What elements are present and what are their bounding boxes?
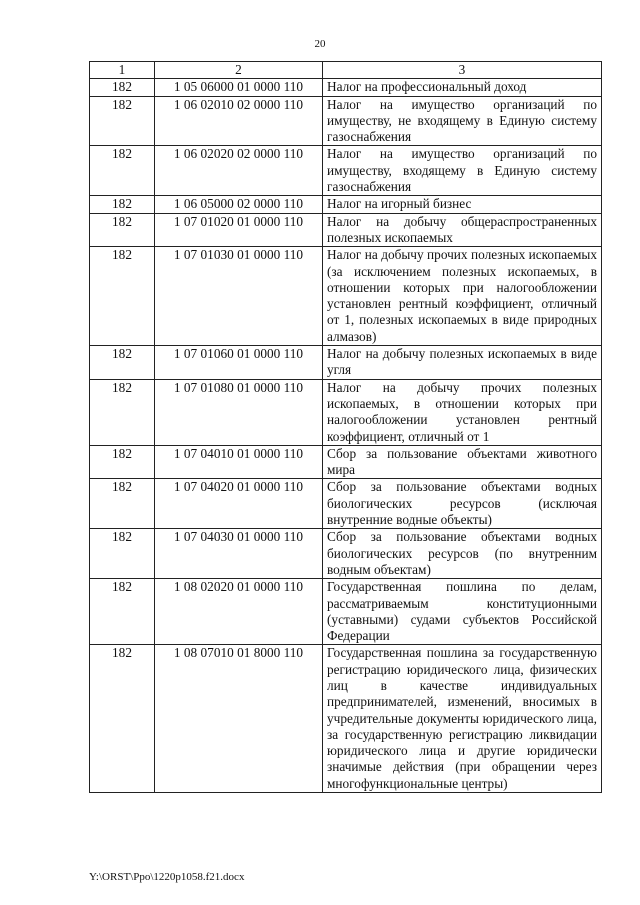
footer-file-path: Y:\ORST\Ppo\1220p1058.f21.docx [89,871,245,883]
table-header-row [90,62,602,79]
admin-code-cell: 182 [90,196,155,213]
table-row [90,96,602,146]
budget-code-cell: 1 07 01030 01 0000 110 [155,247,323,346]
revenue-name-cell: Сбор за пользование объектами водных биологических ресурсов (исключая внутренние водные объекты) [323,479,602,529]
revenue-name-cell: Налог на имущество организаций по имуществу, входящему в Единую систему газоснабжения [323,146,602,196]
admin-code-cell: 182 [90,379,155,445]
revenue-name-cell: Налог на добычу прочих полезных ископаемых, в отношении которых при налогообложении установлен рентный коэффициент, отличный от 1 [323,379,602,445]
admin-code-cell: 182 [90,247,155,346]
admin-code-cell: 182 [90,579,155,645]
budget-code-cell: 1 06 05000 02 0000 110 [155,196,323,213]
admin-code-cell: 182 [90,479,155,529]
revenue-name-cell: Государственная пошлина за государственную регистрацию юридического лица, физических лиц в качестве индивидуальных предпринимателей, изменений, вносимых в учредительные документы юридического лица, за государственную регистрацию ликвидации юридического лица и другие юридически значимые действия (при обращении через многофункциональные центры) [323,645,602,793]
budget-code-cell: 1 08 07010 01 8000 110 [155,645,323,793]
table-row [90,213,602,247]
admin-code-cell: 182 [90,445,155,479]
table-row [90,146,602,196]
revenue-name-cell: Сбор за пользование объектами животного мира [323,445,602,479]
page-number: 20 [314,38,326,50]
header-col-3: 3 [323,62,602,79]
admin-code-cell: 182 [90,79,155,96]
budget-code-cell: 1 07 04020 01 0000 110 [155,479,323,529]
admin-code-cell: 182 [90,213,155,247]
admin-code-cell: 182 [90,346,155,380]
revenue-name-cell: Налог на добычу полезных ископаемых в виде угля [323,346,602,380]
revenue-name-cell: Налог на профессиональный доход [323,79,602,96]
table-row [90,247,602,346]
revenue-name-cell: Государственная пошлина по делам, рассматриваемым конституционными (уставными) судами субъектов Российской Федерации [323,579,602,645]
revenue-name-cell: Налог на добычу общераспространенных полезных ископаемых [323,213,602,247]
table-row [90,346,602,380]
header-col-1: 1 [90,62,155,79]
table-row [90,479,602,529]
table-row [90,579,602,645]
budget-code-cell: 1 06 02010 02 0000 110 [155,96,323,146]
table-row [90,645,602,793]
admin-code-cell: 182 [90,529,155,579]
table-row [90,379,602,445]
budget-code-cell: 1 07 01020 01 0000 110 [155,213,323,247]
budget-code-cell: 1 08 02020 01 0000 110 [155,579,323,645]
table-row [90,529,602,579]
admin-code-cell: 182 [90,146,155,196]
revenue-codes-table [89,61,602,793]
revenue-name-cell: Налог на добычу прочих полезных ископаемых (за исключением полезных ископаемых, в отношении которых при налогообложении установлен рентный коэффициент, отличный от 1, полезных ископаемых в виде природных алмазов) [323,247,602,346]
revenue-name-cell: Сбор за пользование объектами водных биологических ресурсов (по внутренним водным объектам) [323,529,602,579]
revenue-name-cell: Налог на имущество организаций по имуществу, не входящему в Единую систему газоснабжения [323,96,602,146]
admin-code-cell: 182 [90,96,155,146]
table-row [90,445,602,479]
budget-code-cell: 1 07 04010 01 0000 110 [155,445,323,479]
header-col-2: 2 [155,62,323,79]
budget-code-cell: 1 07 01060 01 0000 110 [155,346,323,380]
budget-code-cell: 1 07 01080 01 0000 110 [155,379,323,445]
budget-code-cell: 1 07 04030 01 0000 110 [155,529,323,579]
admin-code-cell: 182 [90,645,155,793]
revenue-name-cell: Налог на игорный бизнес [323,196,602,213]
budget-code-cell: 1 06 02020 02 0000 110 [155,146,323,196]
table-row [90,196,602,213]
table-row [90,79,602,96]
budget-code-cell: 1 05 06000 01 0000 110 [155,79,323,96]
